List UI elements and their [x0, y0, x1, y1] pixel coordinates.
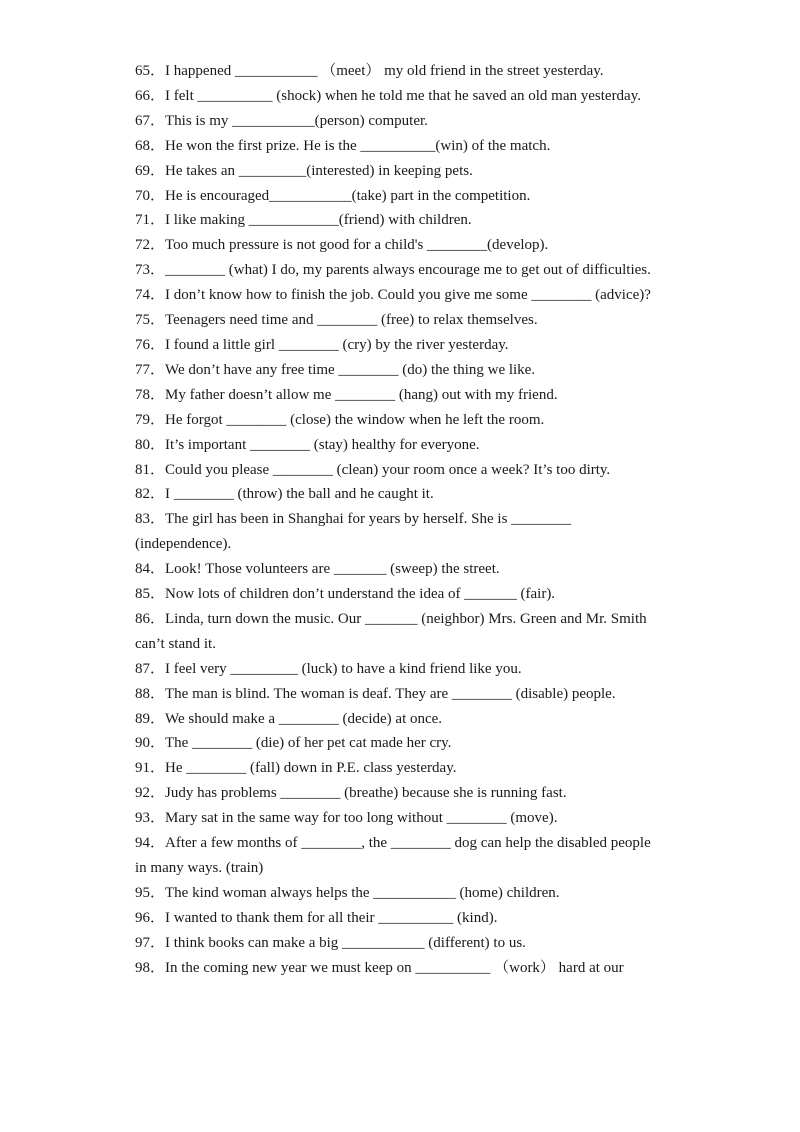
exercise-item [135, 358, 665, 383]
exercise-text: I felt __________ (shock) when he told me that he saved an old man yesterday. [165, 87, 641, 104]
exercise-text: My father doesn’t allow me ________ (hang) out with my friend. [165, 386, 558, 403]
exercise-number: 72． [135, 237, 166, 254]
exercise-item [135, 831, 665, 881]
exercise-number: 88． [135, 685, 166, 702]
exercise-number: 83． [135, 511, 166, 528]
exercise-item [135, 408, 665, 433]
exercise-item [135, 159, 665, 184]
exercise-item [135, 507, 665, 557]
exercise-text: I don’t know how to finish the job. Could you give me some ________ (advice)? [165, 287, 651, 304]
exercise-text: The girl has been in Shanghai for years by herself. She is ________ (independence). [135, 511, 572, 553]
exercise-item [135, 806, 665, 831]
exercise-item [135, 781, 665, 806]
exercise-item [135, 682, 665, 707]
exercise-text: We should make a ________ (decide) at once. [165, 710, 443, 727]
exercise-number: 84． [135, 561, 166, 578]
exercise-number: 75． [135, 312, 166, 329]
exercise-text: He won the first prize. He is the __________(win) of the match. [165, 137, 551, 154]
exercise-item [135, 258, 665, 283]
exercise-item [135, 607, 665, 657]
exercise-number: 98． [135, 959, 166, 976]
exercise-text: Look! Those volunteers are _______ (sweep) the street. [165, 561, 500, 578]
exercise-text: He takes an _________(interested) in keeping pets. [165, 162, 473, 179]
exercise-number: 94． [135, 835, 166, 852]
exercise-item [135, 308, 665, 333]
exercise-list [135, 59, 665, 981]
exercise-number: 85． [135, 586, 166, 603]
exercise-number: 82． [135, 486, 166, 503]
exercise-text: In the coming new year we must keep on __________ （work） hard at our [165, 959, 624, 976]
exercise-number: 81． [135, 461, 166, 478]
exercise-item [135, 208, 665, 233]
exercise-item [135, 184, 665, 209]
exercise-item [135, 756, 665, 781]
exercise-number: 68． [135, 137, 166, 154]
exercise-number: 91． [135, 760, 166, 777]
exercise-item [135, 233, 665, 258]
exercise-item [135, 333, 665, 358]
exercise-text: Mary sat in the same way for too long without ________ (move). [165, 810, 558, 827]
exercise-item [135, 109, 665, 134]
exercise-text: I like making ____________(friend) with children. [165, 212, 472, 229]
exercise-text: Too much pressure is not good for a child's ________(develop). [165, 237, 549, 254]
exercise-text: Could you please ________ (clean) your room once a week? It’s too dirty. [165, 461, 611, 478]
exercise-number: 66． [135, 87, 166, 104]
exercise-text: He is encouraged___________(take) part in the competition. [165, 187, 531, 204]
exercise-text: The ________ (die) of her pet cat made her cry. [165, 735, 452, 752]
exercise-number: 97． [135, 934, 166, 951]
exercise-item [135, 931, 665, 956]
exercise-text: Linda, turn down the music. Our _______ (neighbor) Mrs. Green and Mr. Smith can’t stand it. [135, 610, 647, 652]
exercise-number: 65． [135, 63, 166, 79]
exercise-number: 90． [135, 735, 166, 752]
exercise-item [135, 707, 665, 732]
exercise-number: 71． [135, 212, 166, 229]
exercise-text: Judy has problems ________ (breathe) because she is running fast. [165, 785, 567, 802]
exercise-item [135, 881, 665, 906]
exercise-text: I feel very _________ (luck) to have a kind friend like you. [165, 660, 522, 677]
exercise-number: 77． [135, 361, 166, 378]
exercise-number: 70． [135, 187, 166, 204]
exercise-item [135, 956, 665, 981]
exercise-item [135, 84, 665, 109]
exercise-text: We don’t have any free time ________ (do) the thing we like. [165, 361, 536, 378]
exercise-item [135, 906, 665, 931]
exercise-text: I found a little girl ________ (cry) by the river yesterday. [165, 336, 509, 353]
exercise-item [135, 657, 665, 682]
exercise-text: It’s important ________ (stay) healthy for everyone. [165, 436, 480, 453]
exercise-number: 78． [135, 386, 166, 403]
exercise-number: 92． [135, 785, 166, 802]
exercise-item [135, 582, 665, 607]
exercise-number: 73． [135, 262, 166, 279]
exercise-item [135, 134, 665, 159]
exercise-text: I happened ___________ （meet） my old friend in the street yesterday. [165, 63, 604, 79]
exercise-number: 79． [135, 411, 166, 428]
exercise-text: Now lots of children don’t understand the idea of _______ (fair). [165, 586, 556, 603]
exercise-number: 67． [135, 112, 166, 129]
exercise-number: 89． [135, 710, 166, 727]
exercise-number: 69． [135, 162, 166, 179]
exercise-text: The man is blind. The woman is deaf. They are ________ (disable) people. [165, 685, 616, 702]
exercise-item [135, 482, 665, 507]
exercise-number: 96． [135, 909, 166, 926]
exercise-item [135, 433, 665, 458]
exercise-number: 80． [135, 436, 166, 453]
exercise-number: 87． [135, 660, 166, 677]
exercise-text: He ________ (fall) down in P.E. class yesterday. [165, 760, 457, 777]
exercise-number: 95． [135, 884, 166, 901]
exercise-item [135, 458, 665, 483]
exercise-text: Teenagers need time and ________ (free) to relax themselves. [165, 312, 538, 329]
exercise-text: I think books can make a big ___________ (different) to us. [165, 934, 526, 951]
exercise-text: The kind woman always helps the ___________ (home) children. [165, 884, 560, 901]
exercise-item [135, 283, 665, 308]
exercise-text: ________ (what) I do, my parents always encourage me to get out of difficulties. [165, 262, 651, 279]
exercise-item [135, 383, 665, 408]
exercise-number: 74． [135, 287, 166, 304]
exercise-text: I ________ (throw) the ball and he caught it. [165, 486, 434, 503]
exercise-number: 93． [135, 810, 166, 827]
exercise-number: 86． [135, 610, 166, 627]
exercise-text: After a few months of ________, the ________ dog can help the disabled people in many ways. (train) [135, 835, 651, 876]
exercise-item [135, 59, 665, 84]
exercise-text: This is my ___________(person) computer. [165, 112, 428, 129]
exercise-number: 76． [135, 336, 166, 353]
exercise-item [135, 731, 665, 756]
exercise-text: He forgot ________ (close) the window when he left the room. [165, 411, 545, 428]
exercise-item [135, 557, 665, 582]
exercise-text: I wanted to thank them for all their __________ (kind). [165, 909, 498, 926]
